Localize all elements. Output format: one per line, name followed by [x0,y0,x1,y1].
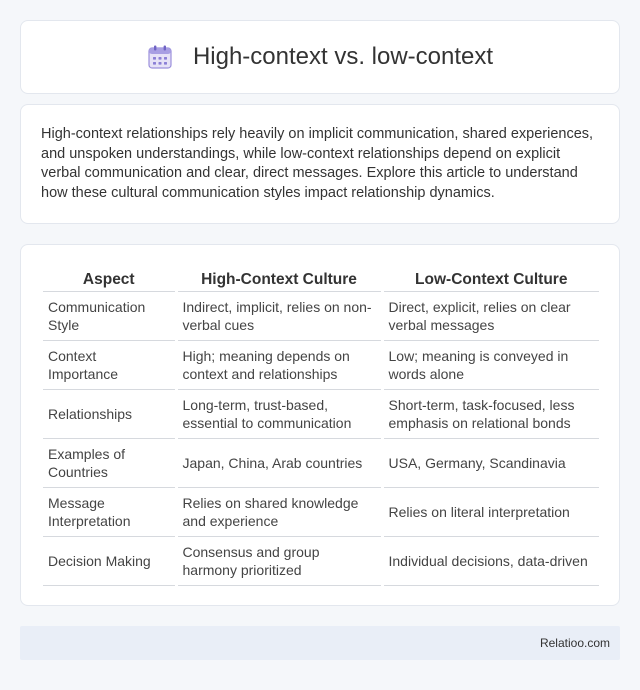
table-cell-high-context: Consensus and group harmony prioritized [176,536,382,585]
table-cell-low-context: Individual decisions, data-driven [382,536,599,585]
intro-card [20,104,620,224]
footer-brand: Relatioo.com [539,636,610,650]
table-cell-low-context: Direct, explicit, relies on clear verbal messages [382,291,599,340]
table-cell-low-context: USA, Germany, Scandinavia [382,438,599,487]
table-cell-high-context: Indirect, implicit, relies on non-verbal cues [176,291,382,340]
table-row [43,438,599,487]
table-cell-high-context: Relies on shared knowledge and experience [176,487,382,536]
table-cell-aspect: Message Interpretation [43,487,176,536]
intro-text: High-context relationships rely heavily on implicit communication, shared experiences, and unspoken understandings, while low-context relationships depend on explicit verbal communication and clear, direct messages. Explore this article to understand how these cultural communication styles impact relationship dynamics. [41,126,594,201]
table-cell-aspect: Communication Style [43,291,176,340]
table-cell-aspect: Relationships [43,389,176,438]
table-row [43,487,599,536]
table-card [20,244,620,606]
column-header-high-context: High-Context Culture [176,266,382,291]
table-cell-high-context: Japan, China, Arab countries [176,438,382,487]
table-cell-low-context: Low; meaning is conveyed in words alone [382,340,599,389]
table-row [43,291,599,340]
column-header-aspect: Aspect [43,266,176,291]
footer-bar [20,626,620,660]
column-header-low-context: Low-Context Culture [382,266,599,291]
title-card [20,20,620,94]
page-title: High-context vs. low-context [192,43,494,70]
table-cell-aspect: Decision Making [43,536,176,585]
table-cell-aspect: Context Importance [43,340,176,389]
table-cell-high-context: Long-term, trust-based, essential to communication [176,389,382,438]
table-row [43,536,599,585]
table-cell-low-context: Short-term, task-focused, less emphasis on relational bonds [382,389,599,438]
table-cell-low-context: Relies on literal interpretation [382,487,599,536]
comparison-table [43,266,599,586]
table-cell-high-context: High; meaning depends on context and relationships [176,340,382,389]
calendar-icon [147,44,173,70]
table-cell-aspect: Examples of Countries [43,438,176,487]
table-header-row [43,266,599,291]
table-row [43,340,599,389]
table-row [43,389,599,438]
